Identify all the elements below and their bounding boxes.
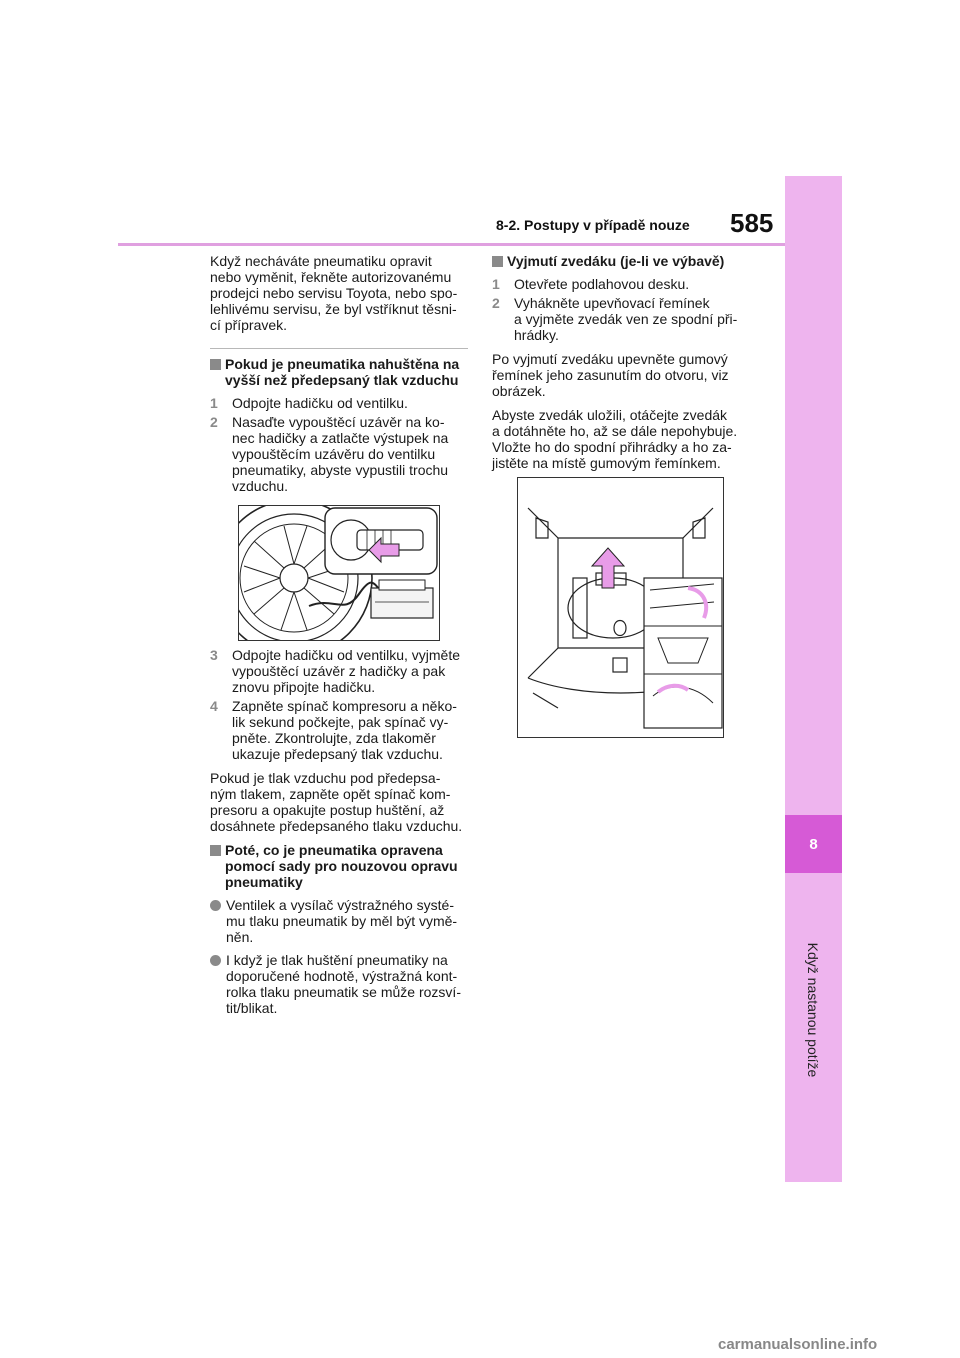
step-item [210,395,468,411]
step-item [492,295,754,343]
heading-jack-removal [492,253,754,269]
step-item [210,414,468,494]
intro-paragraph: Když necháváte pneumatiku opravit nebo vyměnit, řekněte autorizovanému prodejci nebo servisu Toyota, nebo spo- lehlivému servisu, že byl vstříknut těsni- cí přípravek. [210,253,458,333]
step-text: Vyhákněte upevňovací řemínek a vyjměte zvedák ven ze spodní při- hrádky. [514,295,738,343]
step-text: Odpojte hadičku od ventilku. [232,395,408,411]
step-number: 1 [492,276,500,292]
strap-paragraph: Po vyjmutí zvedáku upevněte gumový řemínek jeho zasunutím do otvoru, viz obrázek. [492,351,729,399]
heading-text: Pokud je pneumatika nahuštěna na vyšší než předepsaný tlak vzduchu [225,356,460,388]
chapter-number-tab: 8 [785,815,842,873]
square-marker-icon [210,845,221,856]
storage-paragraph: Abyste zvedák uložili, otáčejte zvedák a dotáhněte ho, až se dále nepohybuje. Vložte ho do spodní přihrádky a ho za- jistěte na místě gumovým řemínkem. [492,407,738,471]
heading-text: Vyjmutí zvedáku (je-li ve výbavě) [507,253,725,269]
tire-wheel-icon [239,506,439,640]
tire-deflate-illustration [238,505,440,641]
step-item [210,647,468,695]
section-divider [210,348,468,349]
heading-after-repair [210,842,468,890]
header-divider [118,243,785,246]
step-number: 1 [210,395,218,411]
trunk-jack-illustration [517,477,724,738]
bullet-text: Ventilek a vysílač výstražného systé- mu tlaku pneumatik by měl být vymě- něn. [226,897,458,945]
step-text: Odpojte hadičku od ventilku, vyjměte vypouštěcí uzávěr z hadičky a pak znovu připojte hadičku. [232,647,461,695]
bullet-dot-icon [210,900,221,911]
square-marker-icon [492,256,503,267]
step-text: Zapněte spínač kompresoru a něko- lik sekund počkejte, pak spínač vy- pněte. Zkontrolujte, zda tlakoměr ukazuje předepsaný tlak vzduchu. [232,698,457,762]
step-number: 3 [210,647,218,663]
square-marker-icon [210,359,221,370]
bullet-item [210,952,468,1016]
step-number: 2 [492,295,500,311]
step-text: Nasaďte vypouštěcí uzávěr na ko- nec hadičky a zatlačte výstupek na vypouštěcím uzávěru do ventilku pneumatiky, abyste vypustili trochu vzduchu. [232,414,449,494]
pressure-paragraph: Pokud je tlak vzduchu pod předepsa- ným tlakem, zapněte opět spínač kom- presoru a opakujte postup huštění, až dosáhnete předepsaného tlaku vzduchu. [210,770,463,834]
right-column [492,253,754,479]
bullet-item [210,897,468,945]
heading-overinflated [210,356,468,388]
bullet-dot-icon [210,955,221,966]
step-number: 2 [210,414,218,430]
step-number: 4 [210,698,218,714]
watermark: carmanualsonline.info [718,1336,878,1353]
trunk-jack-icon [518,478,723,737]
step-item [492,276,754,292]
page-number: 585 [730,208,774,238]
chapter-title-vertical: Když nastanou potíže [805,942,821,1078]
step-item [210,698,468,762]
heading-text: Poté, co je pneumatika opravena pomocí sady pro nouzovou opravu pneumatiky [225,842,458,890]
bullet-text: I když je tlak huštění pneumatiky na doporučené hodnotě, výstražná kont- rolka tlaku pneumatik se může rozsví- tit/blikat. [226,952,461,1016]
step-text: Otevřete podlahovou desku. [514,276,690,292]
section-title: 8-2. Postupy v případě nouze [496,217,690,233]
